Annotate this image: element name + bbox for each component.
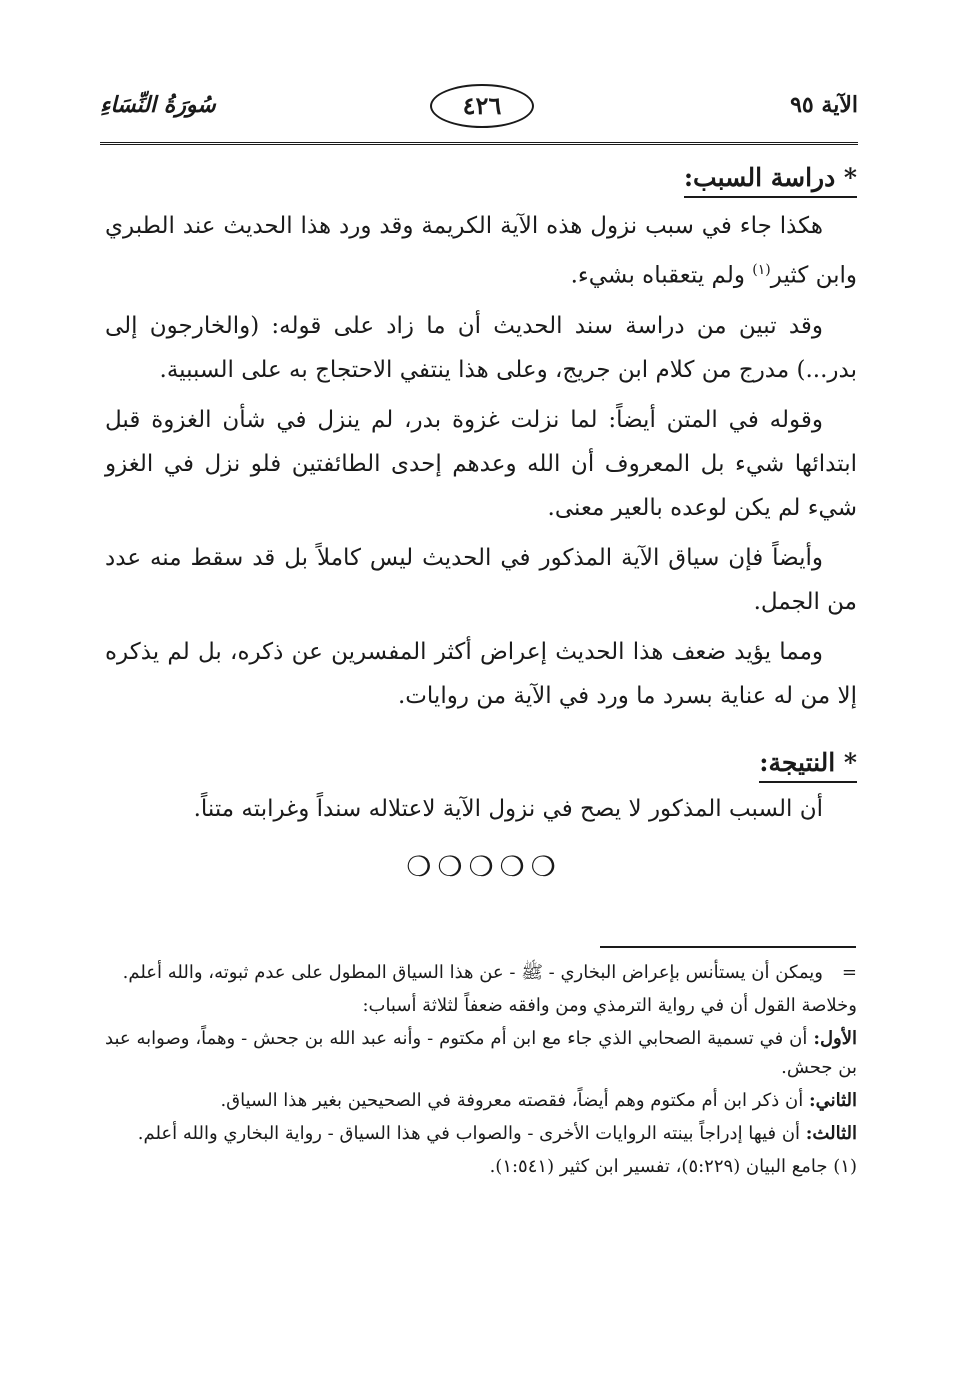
paragraph-4: وأيضاً فإن سياق الآية المذكور في الحديث ليس كاملاً بل قد سقط منه عدد من الجمل. xyxy=(105,544,857,615)
paragraph-1: هكذا جاء في سبب نزول هذه الآية الكريمة وقد ورد هذا الحديث عند الطبري وابن كثير$^{(١)}$ ولم يتعقباه بشيء. xyxy=(105,213,857,289)
main-text xyxy=(105,155,857,837)
page-header xyxy=(100,78,858,138)
paragraph-2: وقد تبين من دراسة سند الحديث أن ما زاد على قوله: (والخارجون إلى بدر...) مدرج من كلام ابن جريج، وعلى هذا ينتفي الاحتجاج به على السببية. xyxy=(105,312,857,383)
paragraph-3: وقوله في المتن أيضاً: لما نزلت غزوة بدر، لم ينزل في شأن الغزوة قبل ابتدائها شيء بل المعروف أن الله وعدهم إحدى الطائفتين فلو نزل في الغزو شيء لم يكن لوعده بالعير معنى. xyxy=(105,406,857,521)
footnote-reason-1: الأول: أن في تسمية الصحابي الذي جاء مع ابن أم مكتوم - وأنه عبد الله بن جحش - وهماً، وصوابه عبد بن جحش. xyxy=(105,1028,857,1078)
section-heading-cause-study: * دراسة السبب: xyxy=(684,163,857,198)
footnote-1: (١) جامع البيان (٥:٢٢٩)، تفسير ابن كثير (١:٥٤١). xyxy=(489,1156,857,1177)
footnote-ref[interactable]: (١) xyxy=(752,262,771,278)
header-rule xyxy=(100,142,858,145)
footnote-reason-3: الثالث: أن فيها إدراجاً بينته الروايات الأخرى - والصواب في هذا السياق - رواية البخاري والله أعلم. xyxy=(137,1123,857,1144)
footnote-rule xyxy=(600,946,856,948)
result-paragraph: أن السبب المذكور لا يصح في نزول الآية لاعتلاله سنداً وغرابته متناً. xyxy=(193,795,823,822)
section-heading-result: * النتيجة: xyxy=(759,748,857,783)
paragraph-5: ومما يؤيد ضعف هذا الحديث إعراض أكثر المفسرين عن ذكره، بل لم يذكره إلا من له عناية بسرد ما ورد في الآية من روايات. xyxy=(105,638,857,709)
continuation-mark: = xyxy=(841,962,857,983)
section-end-ornament: ❍❍❍❍❍ xyxy=(406,850,562,883)
surah-title: سُورَةُ النِّسَاءِ xyxy=(100,92,216,118)
footnote-continued: = ويمكن أن يستأنس بإعراض البخاري - ﷺ - عن هذا السياق المطول على عدم ثبوته، والله أعلم. xyxy=(105,958,857,987)
verse-label: الآية ٩٥ xyxy=(790,92,858,118)
footnotes xyxy=(105,958,857,1185)
page-number: ٤٢٦ xyxy=(430,84,534,128)
footnote-summary: وخلاصة القول أن في رواية الترمذي ومن وافقه ضعفاً لثلاثة أسباب: xyxy=(362,995,857,1016)
footnote-reason-2: الثاني: أن ذكر ابن أم مكتوم وهم أيضاً، فقصته معروفة في الصحيحين بغير هذا السياق. xyxy=(220,1090,857,1111)
